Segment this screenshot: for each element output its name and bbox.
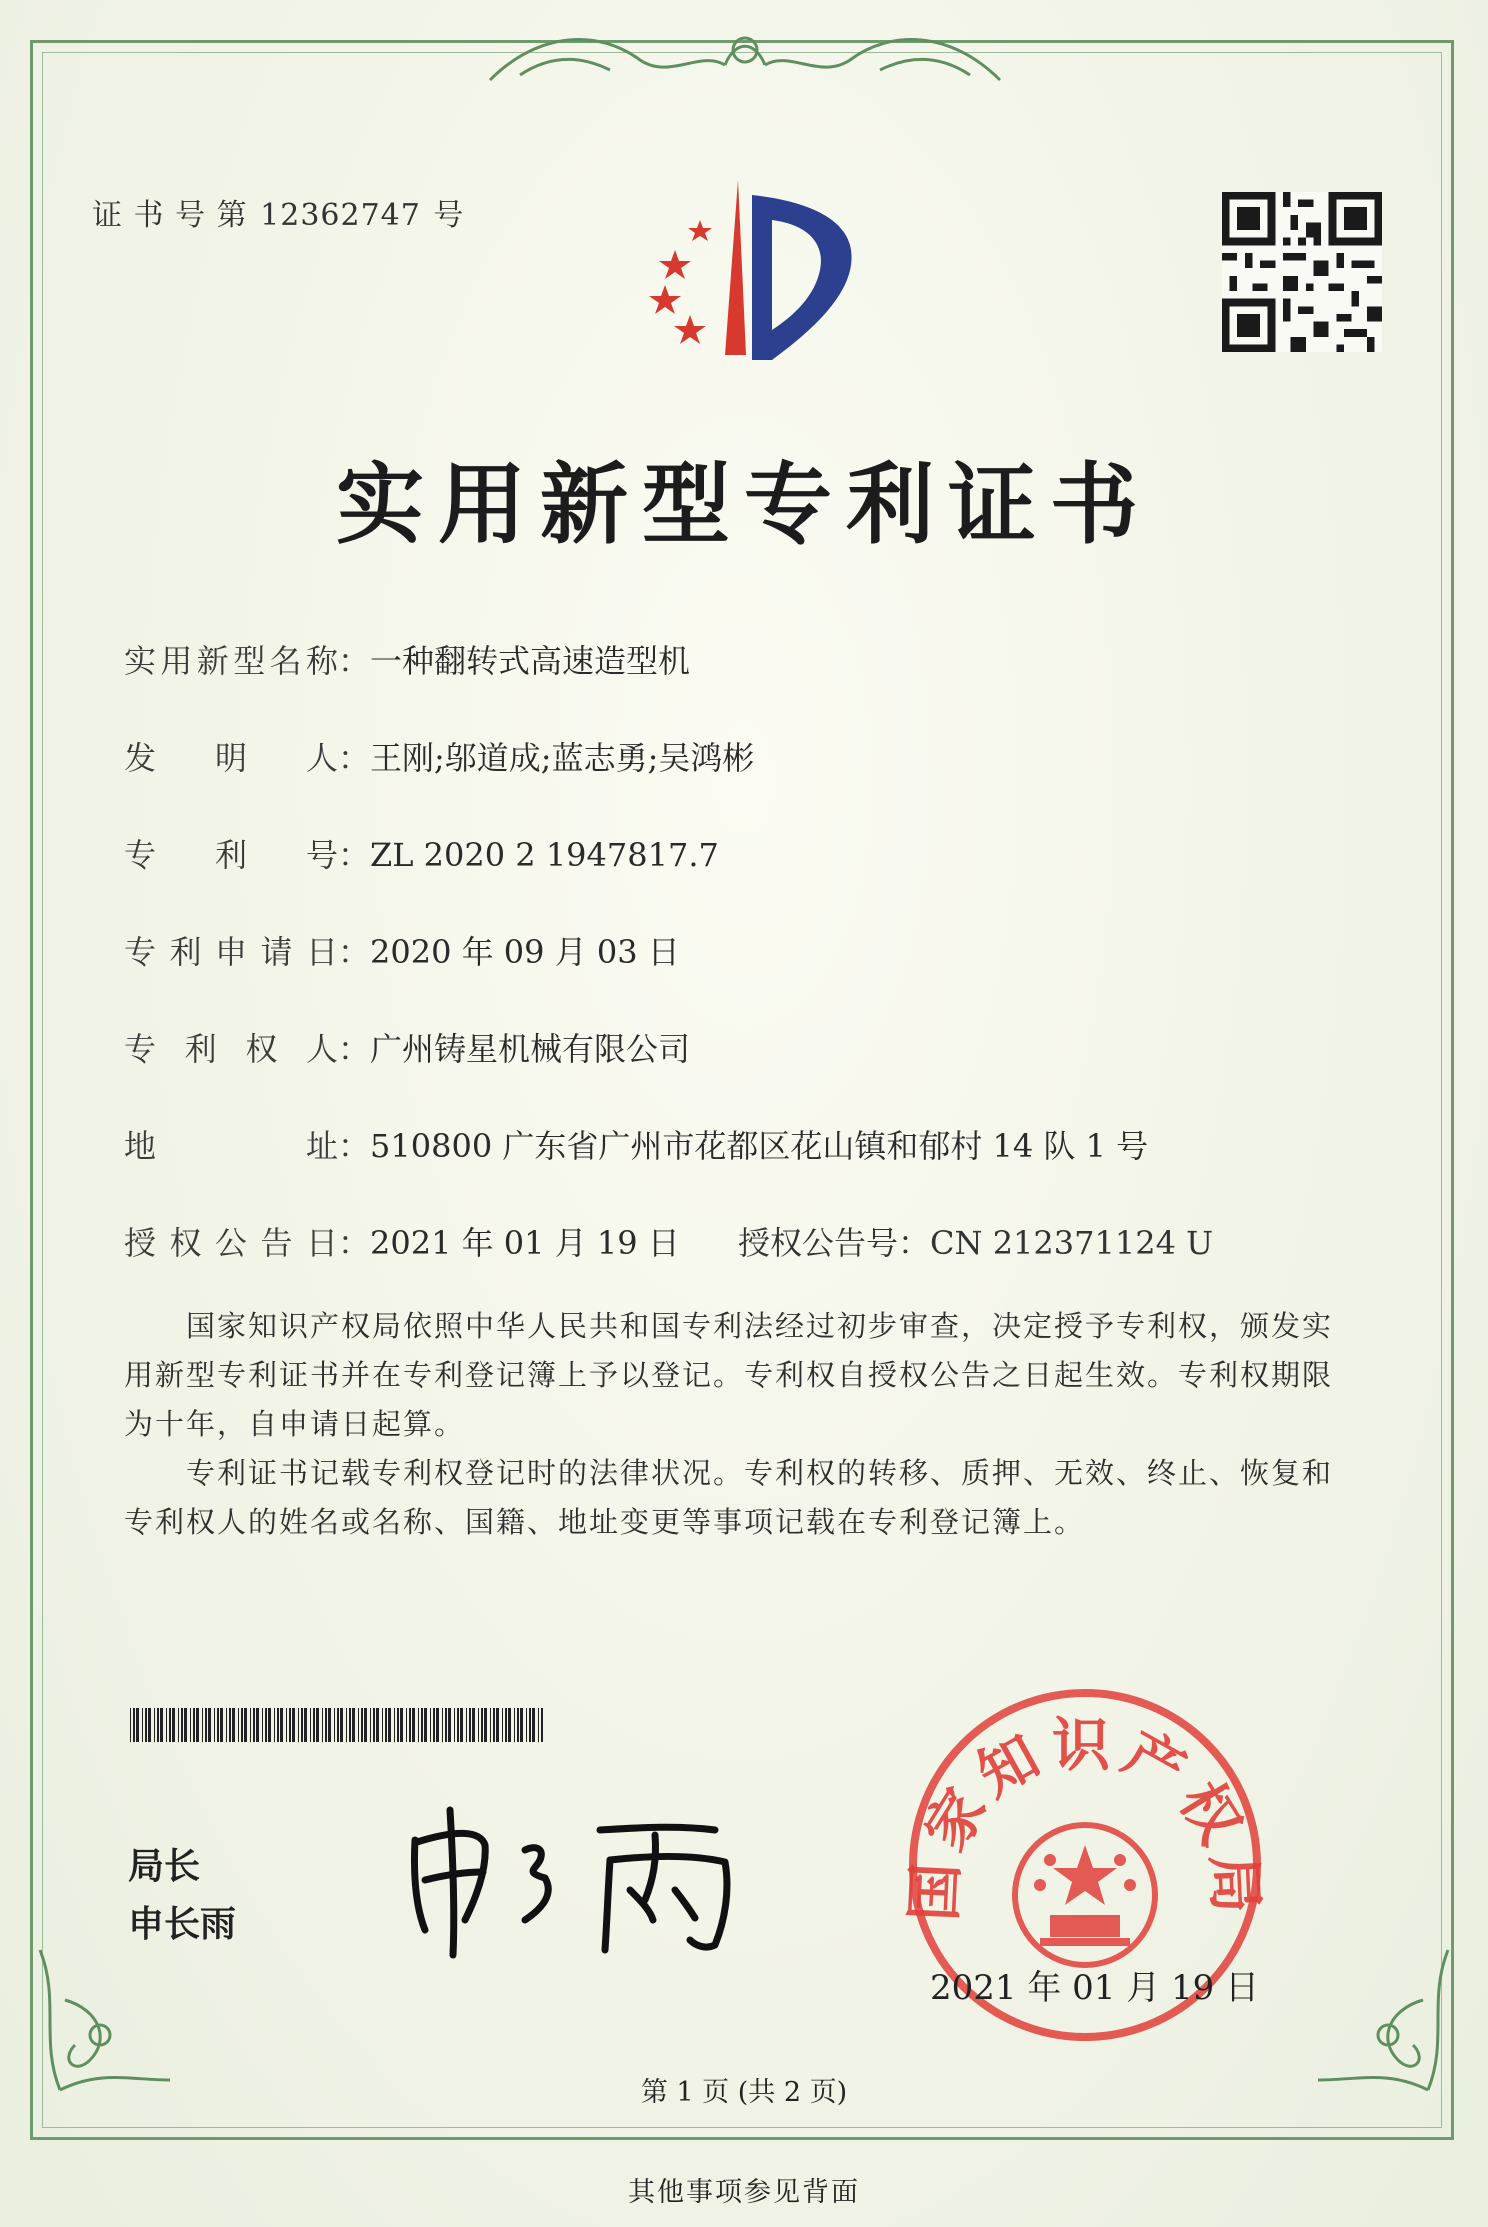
utility-model-name-field: 实用新型名称：一种翻转式高速造型机 (124, 636, 690, 682)
field-label: 专 利 权 人 (124, 1030, 338, 1068)
statement-paragraph: 国家知识产权局依照中华人民共和国专利法经过初步审查，决定授予专利权，颁发实用新型专利证书并在专利登记簿上予以登记。专利权自授权公告之日起生效。专利权期限为十年，自申请日起算。 (124, 1309, 1334, 1441)
certificate-statement (124, 1302, 1352, 1547)
field-label: 专 利 号 (124, 836, 338, 874)
cnipa-logo-icon (620, 175, 870, 365)
page-number: 第 1 页 (共 2 页) (640, 2077, 848, 2108)
patent-number-field: 专 利 号：ZL 2020 2 1947817.7 (124, 830, 719, 876)
field-label: 专利申请日 (124, 933, 338, 971)
field-value: 一种翻转式高速造型机 (370, 642, 691, 680)
inventors-field: 发 明 人：王刚;邬道成;蓝志勇;吴鸿彬 (124, 733, 754, 779)
address-field: 地 址：510800 广东省广州市花都区花山镇和郁村 14 队 1 号 (124, 1121, 1148, 1167)
field-label: 发 明 人 (124, 739, 338, 777)
qr-code-icon (1222, 192, 1382, 352)
patentee-field: 专 利 权 人：广州铸星机械有限公司 (124, 1024, 690, 1070)
field-label: 授权公告日 (124, 1224, 338, 1262)
field-value: 2021 年 01 月 19 日 (370, 1224, 680, 1262)
field-value: ZL 2020 2 1947817.7 (370, 836, 719, 874)
grant-number-field: 授权公告号：CN 212371124 U (738, 1224, 1214, 1262)
certificate-title: 实用新型专利证书 (335, 453, 1152, 556)
director-title: 局长 (128, 1846, 201, 1887)
director-name: 申长雨 (128, 1904, 237, 1945)
barcode-icon (130, 1708, 546, 1742)
back-note: 其他事项参见背面 (628, 2177, 860, 2208)
field-value: CN 212371124 U (930, 1224, 1214, 1262)
certificate-number (92, 190, 464, 234)
certificate-number-suffix: 号 (433, 198, 465, 233)
application-date-field: 专利申请日：2020 年 09 月 03 日 (124, 927, 680, 973)
grant-date-field: 授权公告日：2021 年 01 月 19 日 (124, 1218, 680, 1264)
certificate-number-value: 12362747 (260, 198, 421, 233)
field-label: 授权公告号 (738, 1224, 899, 1262)
seal-text: 国家知识产权局 (900, 1711, 1270, 1923)
director-signature (395, 1800, 755, 1960)
statement-paragraph: 专利证书记载专利权登记时的法律状况。专利权的转移、质押、无效、终止、恢复和专利权人的姓名或名称、国籍、地址变更等事项记载在专利登记簿上。 (124, 1456, 1334, 1539)
certificate-number-label: 证 书 号 第 (92, 198, 248, 233)
field-value: 广州铸星机械有限公司 (370, 1030, 691, 1068)
field-value: 王刚;邬道成;蓝志勇;吴鸿彬 (370, 739, 755, 777)
field-label: 实用新型名称 (124, 642, 338, 680)
top-ornament-icon (480, 20, 1010, 100)
field-value: 510800 广东省广州市花都区花山镇和郁村 14 队 1 号 (370, 1127, 1149, 1165)
field-label: 地 址 (124, 1127, 338, 1165)
seal-date: 2021 年 01 月 19 日 (930, 1968, 1260, 2008)
field-value: 2020 年 09 月 03 日 (370, 933, 680, 971)
